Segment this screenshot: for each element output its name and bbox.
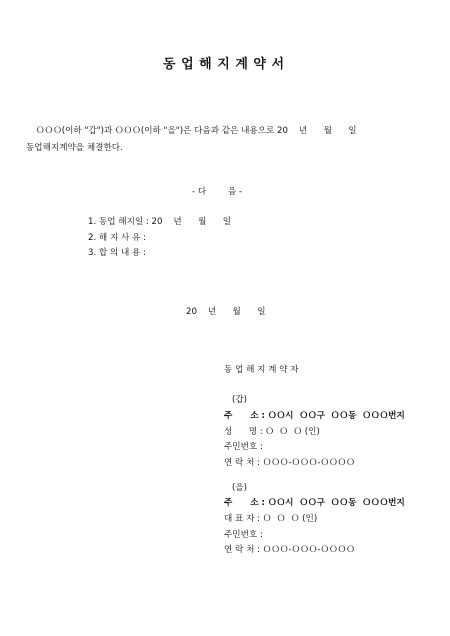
party-b-contact: 연 락 처 : ＯＯＯ-ＯＯＯ-ＯＯＯＯ [224, 545, 355, 555]
party-a-label: (갑) [232, 395, 248, 405]
document-title: 동 업 해 지 계 약 서 [163, 57, 285, 72]
item-termination-date: 1. 동업 해지일 : 20 년 월 일 [88, 217, 232, 227]
intro-line-2: 동업해지계약을 체결한다. [26, 143, 123, 153]
intro-line-1: ＯＯＯ(이하 "갑")과 ＯＯＯ(이하 "을")은 다음과 같은 내용으로 20 년 월 일 [36, 126, 357, 136]
section-heading: - 다 음 - [192, 187, 243, 197]
party-a-id-number: 주민번호 : [224, 442, 263, 452]
party-a-address: 주 소 : ＯＯ시 ＯＯ구 ＯＯ동 ＯＯＯ번지 [224, 411, 405, 421]
party-b-label: (을) [232, 483, 248, 493]
party-b-representative: 대 표 자 : Ｏ Ｏ Ｏ (인) [224, 514, 318, 524]
party-a-name: 성 명 : Ｏ Ｏ Ｏ (인) [224, 427, 320, 437]
parties-heading: 동 업 해 지 계 약 자 [224, 365, 299, 375]
item-agreement: 3. 합 의 내 용 : [88, 248, 146, 258]
party-b-id-number: 주민번호 : [224, 530, 263, 540]
party-a-contact: 연 락 처 : ＯＯＯ-ＯＯＯ-ＯＯＯＯ [224, 458, 355, 468]
party-b-address: 주 소 : ＯＯ시 ＯＯ구 ＯＯ동 ＯＯＯ번지 [224, 498, 405, 508]
item-reason: 2. 해 지 사 유 : [88, 233, 146, 243]
signing-date: 20 년 월 일 [186, 307, 266, 317]
